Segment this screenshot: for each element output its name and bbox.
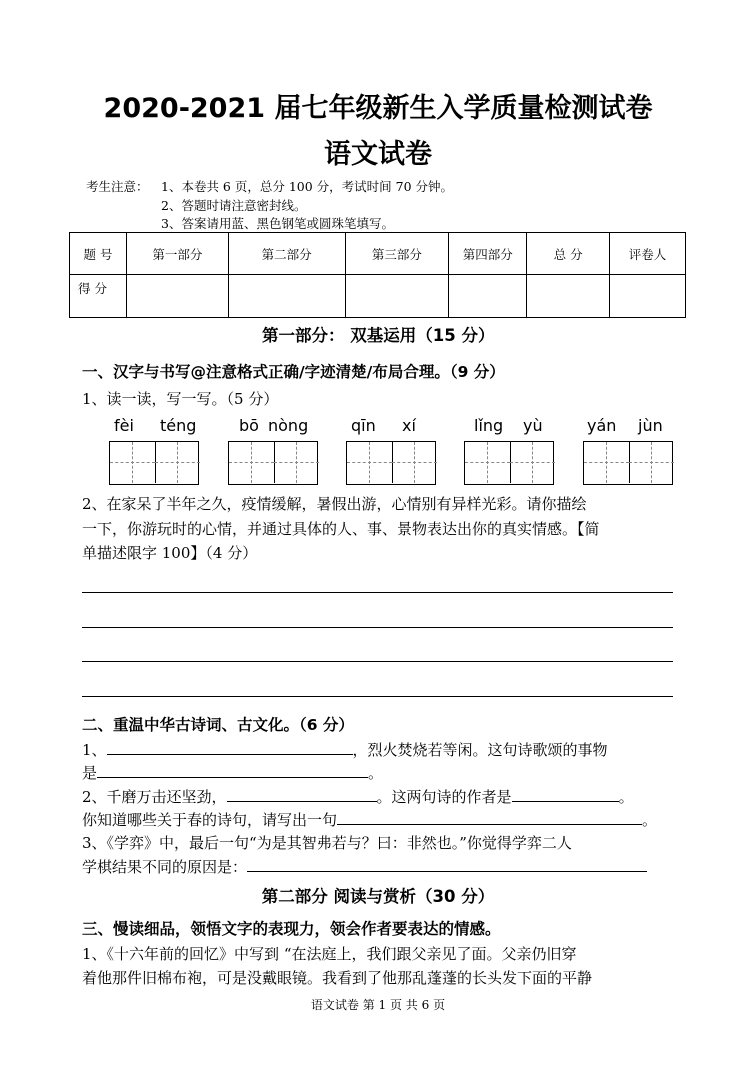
writing-grid [228,441,318,485]
question-2-2-line1 [82,786,634,807]
question-2-3-line2 [82,856,647,877]
question-2-1-line1 [82,739,608,760]
writing-cell[interactable] [510,442,555,483]
note-item-3: 3、答案请用蓝、黑色钢笔或圆珠笔填写。 [161,216,394,231]
question-text: 2、千磨万击还坚劲， [82,788,227,806]
score-row-label: 得 分 [70,275,127,318]
pinyin-syllable: téng [160,416,197,435]
part2-title: 第二部分 阅读与赏析（30 分） [261,887,495,906]
question-1-2-line: 2、在家呆了半年之久，疫情缓解，暑假出游，心情别有异样光彩。请你描绘 [82,495,587,513]
writing-grid [109,441,199,485]
score-header-cell: 题 号 [70,233,127,275]
score-header-cell: 第二部分 [228,233,345,275]
answer-blank[interactable] [107,754,353,755]
part1-title: 第一部分： 双基运用（15 分） [262,326,495,345]
score-table-score-row [70,275,686,318]
answer-line[interactable] [82,592,673,593]
question-text: 。 [368,764,384,782]
writing-grid [583,441,673,485]
pinyin-syllable: fèi [114,416,134,435]
question-text: 。 [642,811,658,829]
note-item-2: 2、答题时请注意密封线。 [161,198,307,213]
answer-blank[interactable] [227,801,377,802]
score-header-cell: 总 分 [527,233,610,275]
answer-blank[interactable] [97,777,368,778]
score-header-cell: 评卷人 [610,233,686,275]
exam-title: 2020-2021 届七年级新生入学质量检测试卷 [103,93,653,124]
section3-line: 1、《十六年前的回忆》中写到 “在法庭上，我们跟父亲见了面。父亲仍旧穿 [82,945,577,963]
exam-subtitle: 语文试卷 [324,139,432,170]
question-text: 你知道哪些关于春的诗句，请写出一句 [82,811,338,829]
question-text: ，烈火焚烧若等闲。这句诗歌颂的事物 [352,741,608,759]
writing-cell[interactable] [110,442,156,483]
score-table-header-row [70,233,686,275]
score-table [69,232,686,318]
score-input-cell[interactable] [228,275,345,318]
question-2-3-line1: 3、《学弈》中，最后一句“为是其智弗若与？曰：非然也。”你觉得学弈二人 [82,834,572,852]
writing-cell[interactable] [155,442,200,483]
pinyin-syllable: yán [587,416,617,435]
answer-line[interactable] [82,661,673,662]
score-input-cell[interactable] [527,275,610,318]
pinyin-syllable: xí [402,416,416,435]
score-header-cell: 第一部分 [126,233,228,275]
question-text: 学棋结果不同的原因是： [82,858,248,876]
question-1-1: 1、读一读，写一写。（5 分） [82,390,279,408]
notes-label: 考生注意： [86,179,149,194]
score-input-cell[interactable] [610,275,686,318]
section3-line: 着他那件旧棉布袍，可是没戴眼镜。我看到了他那乱蓬蓬的长头发下面的平静 [82,969,593,987]
writing-cell[interactable] [465,442,511,483]
question-2-2-line2 [82,809,657,830]
pinyin-syllable: lǐng [474,416,504,435]
writing-cell[interactable] [347,442,393,483]
writing-grid [346,441,436,485]
question-2-1-line2 [82,762,383,783]
score-input-cell[interactable] [345,275,449,318]
writing-cell[interactable] [629,442,674,483]
note-item-1: 1、本卷共 6 页，总分 100 分，考试时间 70 分钟。 [161,179,454,194]
writing-cell[interactable] [584,442,630,483]
writing-cell[interactable] [229,442,275,483]
question-text: 。 [618,788,634,806]
answer-blank[interactable] [247,871,647,872]
question-prefix: 1、 [82,741,107,759]
writing-grid [464,441,554,485]
pinyin-syllable: bō [239,416,259,435]
score-input-cell[interactable] [449,275,527,318]
writing-cell[interactable] [274,442,319,483]
answer-blank[interactable] [337,824,642,825]
question-prefix: 是 [82,764,98,782]
writing-cell[interactable] [392,442,437,483]
question-text: 。这两句诗的作者是 [376,788,512,806]
section3-title: 三、慢读细品，领悟文字的表现力，领会作者要表达的情感。 [82,920,501,938]
score-input-cell[interactable] [126,275,228,318]
page-footer: 语文试卷 第 1 页 共 6 页 [310,998,446,1012]
answer-line[interactable] [82,627,673,628]
score-header-cell: 第四部分 [449,233,527,275]
pinyin-syllable: qīn [351,416,376,435]
pinyin-syllable: yù [523,416,543,435]
score-header-cell: 第三部分 [345,233,449,275]
section2-title: 二、重温中华古诗词、古文化。（6 分） [82,716,354,734]
answer-line[interactable] [82,696,673,697]
answer-blank[interactable] [512,801,619,802]
question-1-2-line: 一下，你游玩时的心情，并通过具体的人、事、景物表达出你的真实情感。【简 [82,520,600,538]
pinyin-syllable: nòng [268,416,309,435]
question-1-2-line: 单描述限字 100】（4 分） [82,544,258,562]
section1-title: 一、汉字与书写@注意格式正确/字迹清楚/布局合理。（9 分） [82,363,505,381]
pinyin-syllable: jùn [638,416,663,435]
